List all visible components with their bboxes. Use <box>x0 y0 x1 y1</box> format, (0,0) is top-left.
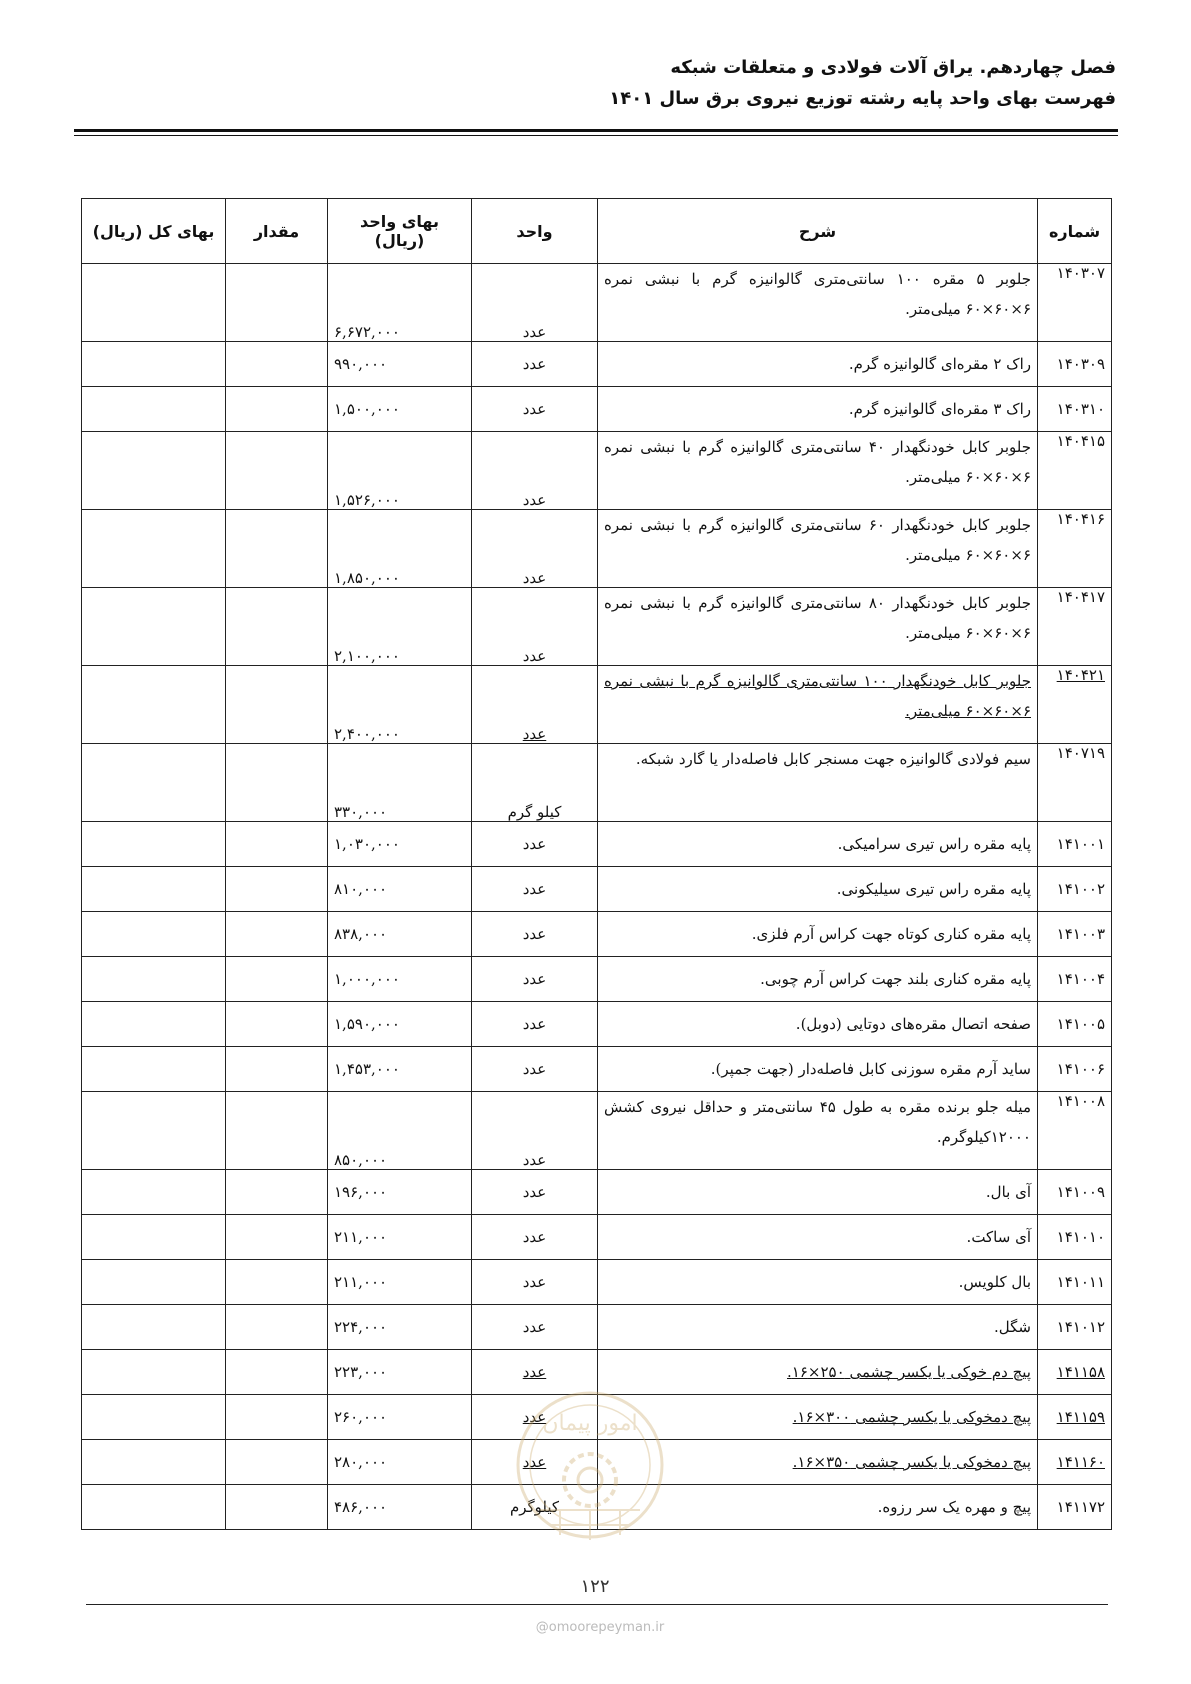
item-description-text: آی بال. <box>985 1183 1031 1201</box>
item-quantity <box>226 387 328 432</box>
item-unit-price <box>328 387 472 432</box>
item-unit-price <box>328 822 472 867</box>
item-unit-text: عدد <box>522 925 547 943</box>
item-unit-price-text: ۲,۴۰۰,۰۰۰ <box>334 725 400 743</box>
item-quantity <box>226 264 328 342</box>
item-unit-text: عدد <box>522 355 547 373</box>
item-code <box>1038 1215 1112 1260</box>
table-row <box>82 510 1112 588</box>
chapter-title: فصل چهاردهم. یراق آلات فولادی و متعلقات شبکه <box>670 57 1116 78</box>
item-unit-text: عدد <box>522 400 547 418</box>
table-row <box>82 912 1112 957</box>
item-description <box>598 912 1038 957</box>
item-description <box>598 1047 1038 1092</box>
item-unit-price <box>328 1440 472 1485</box>
item-quantity <box>226 666 328 744</box>
item-unit-price-text: ۱,۵۰۰,۰۰۰ <box>334 400 400 418</box>
item-description-text: پایه مقره راس تیری سرامیکی. <box>837 835 1031 853</box>
item-unit-text: عدد <box>522 1151 547 1169</box>
table-row <box>82 1047 1112 1092</box>
item-description <box>598 1002 1038 1047</box>
item-unit-text: عدد <box>522 647 547 665</box>
item-description <box>598 387 1038 432</box>
item-quantity <box>226 957 328 1002</box>
item-quantity <box>226 1395 328 1440</box>
item-unit-text: عدد <box>522 1453 547 1471</box>
item-unit-price-text: ۲,۱۰۰,۰۰۰ <box>334 647 400 665</box>
item-code-text: ۱۴۰۳۰۹ <box>1056 355 1105 373</box>
item-code <box>1038 1485 1112 1530</box>
item-total-price <box>82 387 226 432</box>
item-unit <box>472 432 598 510</box>
item-code <box>1038 1260 1112 1305</box>
page-header <box>76 52 1116 116</box>
item-total-price <box>82 1215 226 1260</box>
item-code <box>1038 1440 1112 1485</box>
item-code <box>1038 387 1112 432</box>
item-description <box>598 342 1038 387</box>
item-code-text: ۱۴۱۰۰۳ <box>1056 925 1105 943</box>
item-unit-text: عدد <box>522 1408 547 1426</box>
item-code-text: ۱۴۰۳۰۷ <box>1056 264 1105 282</box>
item-description-text: جلوبر کابل خودنگهدار ۴۰ سانتی‌متری گالوانیزه گرم با نبشی نمره ۶×۶۰×۶۰ میلی‌متر. <box>604 438 1031 486</box>
item-description <box>598 264 1038 342</box>
item-code <box>1038 1170 1112 1215</box>
item-description-text: جلوبر کابل خودنگهدار ۸۰ سانتی‌متری گالوانیزه گرم با نبشی نمره ۶×۶۰×۶۰ میلی‌متر. <box>604 594 1031 642</box>
item-quantity <box>226 588 328 666</box>
item-unit-text: عدد <box>522 835 547 853</box>
table-row <box>82 744 1112 822</box>
item-unit-price-text: ۸۳۸,۰۰۰ <box>334 925 388 943</box>
table-row <box>82 264 1112 342</box>
item-total-price <box>82 1260 226 1305</box>
item-code <box>1038 957 1112 1002</box>
item-unit-price <box>328 912 472 957</box>
item-code-text: ۱۴۱۰۰۴ <box>1056 970 1105 988</box>
item-description-text: بال کلویس. <box>958 1273 1031 1291</box>
item-total-price <box>82 588 226 666</box>
table-row <box>82 1092 1112 1170</box>
footer-rule <box>86 1604 1108 1605</box>
item-description-text: راک ۲ مقره‌ای گالوانیزه گرم. <box>848 355 1031 373</box>
item-unit <box>472 1260 598 1305</box>
item-description <box>598 744 1038 822</box>
item-unit-text: کیلوگرم <box>509 1498 560 1516</box>
item-description-text: پیچ دمخوکی یا یکسر چشمی ۳۵۰×۱۶. <box>792 1453 1031 1471</box>
table-row <box>82 1002 1112 1047</box>
seal-text: امور پیمان <box>542 1411 638 1436</box>
item-total-price <box>82 1485 226 1530</box>
item-unit-price-text: ۲۲۴,۰۰۰ <box>334 1318 388 1336</box>
item-description <box>598 1215 1038 1260</box>
item-unit-price-text: ۹۹۰,۰۰۰ <box>334 355 388 373</box>
table-row <box>82 1215 1112 1260</box>
item-code-text: ۱۴۱۰۱۰ <box>1056 1228 1105 1246</box>
item-unit <box>472 387 598 432</box>
item-unit <box>472 912 598 957</box>
item-description <box>598 1170 1038 1215</box>
item-unit <box>472 867 598 912</box>
item-unit-price-text: ۲۶۰,۰۰۰ <box>334 1408 388 1426</box>
item-unit-text: عدد <box>522 569 547 587</box>
item-total-price <box>82 1002 226 1047</box>
item-unit-text: عدد <box>522 323 547 341</box>
item-total-price <box>82 432 226 510</box>
item-code-text: ۱۴۰۴۱۶ <box>1056 510 1105 528</box>
item-total-price <box>82 1047 226 1092</box>
item-total-price <box>82 1395 226 1440</box>
item-description <box>598 1260 1038 1305</box>
table-body <box>82 264 1112 1530</box>
item-unit-price <box>328 1485 472 1530</box>
item-unit <box>472 1047 598 1092</box>
item-unit-text: عدد <box>522 1060 547 1078</box>
item-total-price <box>82 822 226 867</box>
item-code <box>1038 666 1112 744</box>
item-unit-price-text: ۳۳۰,۰۰۰ <box>334 803 388 821</box>
item-total-price <box>82 666 226 744</box>
item-code-text: ۱۴۱۱۷۲ <box>1056 1498 1105 1516</box>
item-description-text: میله جلو برنده مقره به طول ۴۵ سانتی‌متر و حداقل نیروی کشش ۱۲۰۰۰کیلوگرم. <box>604 1098 1031 1146</box>
item-code <box>1038 1305 1112 1350</box>
item-description-text: آی ساکت. <box>966 1228 1031 1246</box>
item-unit <box>472 510 598 588</box>
item-unit-price <box>328 1215 472 1260</box>
item-code <box>1038 342 1112 387</box>
item-total-price <box>82 510 226 588</box>
item-code-text: ۱۴۱۰۰۲ <box>1056 880 1105 898</box>
item-code <box>1038 588 1112 666</box>
item-quantity <box>226 1215 328 1260</box>
item-unit <box>472 342 598 387</box>
item-unit-price-text: ۲۱۱,۰۰۰ <box>334 1273 388 1291</box>
item-total-price <box>82 342 226 387</box>
item-unit-price <box>328 510 472 588</box>
item-quantity <box>226 1485 328 1530</box>
item-code-text: ۱۴۱۰۱۲ <box>1056 1318 1105 1336</box>
item-code-text: ۱۴۱۰۰۹ <box>1056 1183 1105 1201</box>
item-total-price <box>82 1170 226 1215</box>
item-quantity <box>226 912 328 957</box>
item-unit-text: عدد <box>522 1363 547 1381</box>
table-row <box>82 342 1112 387</box>
header-rule-thick <box>74 129 1118 132</box>
item-unit-text: عدد <box>522 491 547 509</box>
item-unit-price-text: ۱,۴۵۳,۰۰۰ <box>334 1060 400 1078</box>
table-row <box>82 588 1112 666</box>
item-description-text: پیچ و مهره یک سر رزوه. <box>877 1498 1031 1516</box>
table-row <box>82 1260 1112 1305</box>
item-code-text: ۱۴۱۰۰۸ <box>1056 1092 1105 1110</box>
item-description-text: سیم فولادی گالوانیزه جهت مسنجر کابل فاصله‌دار یا گارد شبکه. <box>635 750 1031 768</box>
website-watermark: @omoorepeyman.ir <box>535 1620 665 1635</box>
item-unit-text: عدد <box>522 1318 547 1336</box>
item-code <box>1038 1350 1112 1395</box>
item-code-text: ۱۴۰۷۱۹ <box>1056 744 1105 762</box>
item-code <box>1038 1092 1112 1170</box>
item-unit-price <box>328 432 472 510</box>
item-description-text: جلوبر کابل خودنگهدار ۱۰۰ سانتی‌متری گالوانیزه گرم با نبشی نمره ۶×۶۰×۶۰ میلی‌متر. <box>604 672 1031 720</box>
item-quantity <box>226 1260 328 1305</box>
item-unit <box>472 822 598 867</box>
item-unit-price <box>328 666 472 744</box>
item-code-text: ۱۴۱۰۰۵ <box>1056 1015 1105 1033</box>
item-total-price <box>82 744 226 822</box>
table-row <box>82 867 1112 912</box>
item-description <box>598 1092 1038 1170</box>
column-header-code: شماره <box>1038 199 1112 264</box>
item-unit <box>472 744 598 822</box>
item-unit-price-text: ۲۱۱,۰۰۰ <box>334 1228 388 1246</box>
item-unit-price-text: ۱,۵۹۰,۰۰۰ <box>334 1015 400 1033</box>
item-description-text: جلوبر کابل خودنگهدار ۶۰ سانتی‌متری گالوانیزه گرم با نبشی نمره ۶×۶۰×۶۰ میلی‌متر. <box>604 516 1031 564</box>
column-header-unit-price: بهای واحد (ریال) <box>328 199 472 264</box>
item-unit-text: کیلو گرم <box>507 803 562 821</box>
table-row <box>82 1170 1112 1215</box>
item-code-text: ۱۴۰۴۲۱ <box>1056 666 1105 684</box>
item-description-text: راک ۳ مقره‌ای گالوانیزه گرم. <box>848 400 1031 418</box>
item-unit-price-text: ۸۱۰,۰۰۰ <box>334 880 388 898</box>
item-description <box>598 957 1038 1002</box>
item-code <box>1038 1047 1112 1092</box>
table-header-row <box>82 199 1112 264</box>
item-code-text: ۱۴۱۱۶۰ <box>1056 1453 1105 1471</box>
item-quantity <box>226 432 328 510</box>
item-code <box>1038 432 1112 510</box>
item-description <box>598 867 1038 912</box>
item-description-text: پایه مقره راس تیری سیلیکونی. <box>836 880 1031 898</box>
item-description-text: جلوبر ۵ مقره ۱۰۰ سانتی‌متری گالوانیزه گرم با نبشی نمره ۶×۶۰×۶۰ میلی‌متر. <box>604 270 1031 318</box>
item-code-text: ۱۴۱۰۰۶ <box>1056 1060 1105 1078</box>
item-unit-price <box>328 342 472 387</box>
item-total-price <box>82 1305 226 1350</box>
item-unit-text: عدد <box>522 880 547 898</box>
item-unit-price-text: ۲۸۰,۰۰۰ <box>334 1453 388 1471</box>
item-unit-price <box>328 1260 472 1305</box>
item-unit <box>472 666 598 744</box>
item-code-text: ۱۴۱۱۵۹ <box>1056 1408 1105 1426</box>
table-row <box>82 957 1112 1002</box>
item-quantity <box>226 1440 328 1485</box>
item-description <box>598 432 1038 510</box>
item-total-price <box>82 264 226 342</box>
item-code-text: ۱۴۱۰۱۱ <box>1056 1273 1105 1291</box>
item-unit-price-text: ۱,۵۲۶,۰۰۰ <box>334 491 400 509</box>
item-unit <box>472 264 598 342</box>
item-unit-price <box>328 264 472 342</box>
item-description <box>598 666 1038 744</box>
column-header-quantity: مقدار <box>226 199 328 264</box>
table-row <box>82 387 1112 432</box>
item-description-text: ساید آرم مقره سوزنی کابل فاصله‌دار (جهت جمپر). <box>710 1060 1031 1078</box>
item-description <box>598 822 1038 867</box>
item-quantity <box>226 1047 328 1092</box>
seal-logo-icon <box>500 1370 680 1570</box>
item-code <box>1038 510 1112 588</box>
item-description-text: پیچ دم خوکی یا یکسر چشمی ۲۵۰×۱۶. <box>787 1363 1031 1381</box>
item-code <box>1038 822 1112 867</box>
item-code-text: ۱۴۱۱۵۸ <box>1056 1363 1105 1381</box>
item-unit-price <box>328 1047 472 1092</box>
item-unit-price <box>328 1350 472 1395</box>
item-code <box>1038 744 1112 822</box>
table-row <box>82 1305 1112 1350</box>
item-unit-price <box>328 1170 472 1215</box>
item-unit-price <box>328 1002 472 1047</box>
item-code <box>1038 912 1112 957</box>
item-code-text: ۱۴۰۴۱۵ <box>1056 432 1105 450</box>
column-header-total-price: بهای کل (ریال) <box>82 199 226 264</box>
item-unit-price-text: ۱,۰۳۰,۰۰۰ <box>334 835 400 853</box>
item-description <box>598 1305 1038 1350</box>
item-description-text: پایه مقره کناری بلند جهت کراس آرم چوبی. <box>760 970 1031 988</box>
item-description-text: پایه مقره کناری کوتاه جهت کراس آرم فلزی. <box>751 925 1031 943</box>
item-unit-price-text: ۶,۶۷۲,۰۰۰ <box>334 323 400 341</box>
item-unit-price-text: ۸۵۰,۰۰۰ <box>334 1151 388 1169</box>
item-quantity <box>226 1002 328 1047</box>
header-rule-thin <box>74 135 1118 136</box>
item-unit <box>472 1002 598 1047</box>
item-unit <box>472 1305 598 1350</box>
item-total-price <box>82 867 226 912</box>
item-code-text: ۱۴۰۳۱۰ <box>1056 400 1105 418</box>
item-total-price <box>82 957 226 1002</box>
item-unit-price <box>328 744 472 822</box>
table-row <box>82 432 1112 510</box>
item-quantity <box>226 1092 328 1170</box>
item-unit-text: عدد <box>522 1015 547 1033</box>
item-unit-text: عدد <box>522 725 547 743</box>
item-code <box>1038 867 1112 912</box>
item-quantity <box>226 1305 328 1350</box>
item-unit-price-text: ۱,۰۰۰,۰۰۰ <box>334 970 400 988</box>
item-description <box>598 588 1038 666</box>
item-description-text: صفحه اتصال مقره‌های دوتایی (دوبل). <box>795 1015 1031 1033</box>
item-description <box>598 510 1038 588</box>
item-quantity <box>226 1170 328 1215</box>
item-unit-price <box>328 1395 472 1440</box>
price-list-subtitle: فهرست بهای واحد پایه رشته توزیع نیروی برق سال ۱۴۰۱ <box>609 88 1116 109</box>
item-total-price <box>82 1440 226 1485</box>
item-total-price <box>82 1350 226 1395</box>
item-unit-price <box>328 1092 472 1170</box>
table-row <box>82 666 1112 744</box>
table-row <box>82 822 1112 867</box>
item-total-price <box>82 912 226 957</box>
column-header-description: شرح <box>598 199 1038 264</box>
item-unit-price <box>328 588 472 666</box>
item-unit <box>472 957 598 1002</box>
item-unit-price-text: ۲۲۳,۰۰۰ <box>334 1363 388 1381</box>
item-quantity <box>226 510 328 588</box>
item-code <box>1038 1002 1112 1047</box>
page-number: ۱۲۲ <box>580 1576 610 1597</box>
item-unit-price <box>328 957 472 1002</box>
item-description-text: شگل. <box>994 1318 1031 1336</box>
item-quantity <box>226 342 328 387</box>
item-unit-price <box>328 1305 472 1350</box>
item-code-text: ۱۴۰۴۱۷ <box>1056 588 1105 606</box>
item-unit-text: عدد <box>522 970 547 988</box>
item-unit-text: عدد <box>522 1228 547 1246</box>
item-code-text: ۱۴۱۰۰۱ <box>1056 835 1105 853</box>
item-unit-price-text: ۴۸۶,۰۰۰ <box>334 1498 388 1516</box>
item-quantity <box>226 822 328 867</box>
column-header-unit: واحد <box>472 199 598 264</box>
item-unit <box>472 588 598 666</box>
item-code <box>1038 1395 1112 1440</box>
item-unit <box>472 1092 598 1170</box>
price-table <box>81 198 1112 1530</box>
item-unit <box>472 1170 598 1215</box>
item-unit <box>472 1215 598 1260</box>
item-total-price <box>82 1092 226 1170</box>
item-unit-price-text: ۱,۸۵۰,۰۰۰ <box>334 569 400 587</box>
item-unit-price-text: ۱۹۶,۰۰۰ <box>334 1183 388 1201</box>
item-quantity <box>226 744 328 822</box>
item-unit-price <box>328 867 472 912</box>
item-quantity <box>226 1350 328 1395</box>
item-description-text: پیچ دمخوکی یا یکسر چشمی ۳۰۰×۱۶. <box>792 1408 1031 1426</box>
item-quantity <box>226 867 328 912</box>
item-unit-text: عدد <box>522 1183 547 1201</box>
item-code <box>1038 264 1112 342</box>
item-unit-text: عدد <box>522 1273 547 1291</box>
